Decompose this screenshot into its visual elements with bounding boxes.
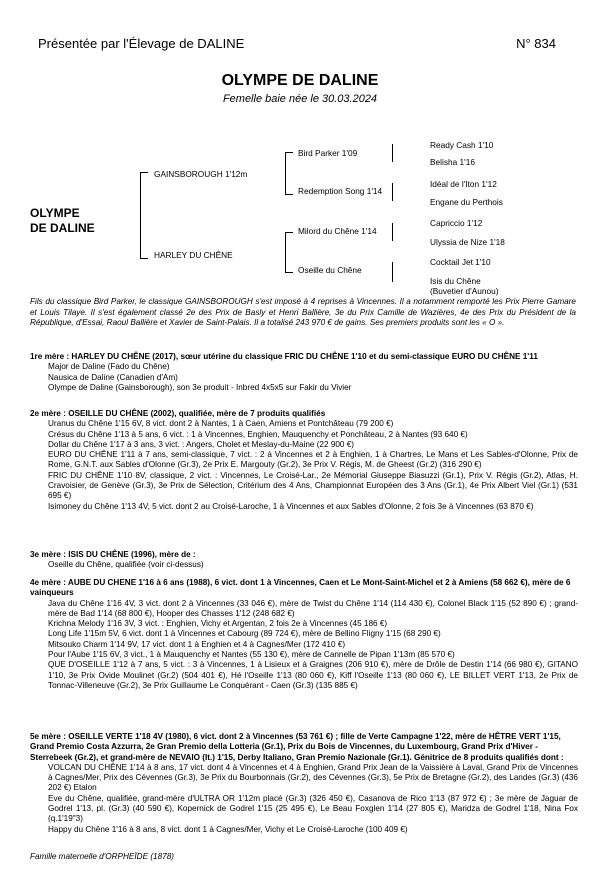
first-dam-produce-1: Major de Daline (Fado du Chêne): [48, 362, 170, 372]
horse-subtitle: Femelle baie née le 30.03.2024: [222, 93, 378, 105]
sire-description: Fils du classique Bird Parker, le classique GAINSBOROUGH s'est imposé à 4 reprises à Vincennes. Il a notamment remporté les Prix Pierre Gamare et Louis Tilaye. Il s'est également classé 2e des Prix de Basly et Henri Ballière, 3e du Prix Camille de Wazières, 4e des Prix du Président de la République, d'Essai, Raoul Ballière et Xavier de Saint-Palais. Il a totalisé 243 970 € de gains. Ses premiers produits sont les « O ».: [30, 297, 576, 327]
fourth-dam-section: [30, 578, 578, 691]
pedigree-dss: Capriccio 1'12: [430, 218, 483, 228]
fourth-dam-produce-6: QUE D'OSEILLE 1'12 à 7 ans, 5 vict. : 3 à Vincennes, 1 à Lisieux et à Graignes (206 910 €), mère de Drôle de Destin 1'14 (66 980 €), GITANO 1'10, 3e Prix Ovide Moulinet (Gr.2) (504 401 €), Hé l'Oseille 1'13 (80 060 €), Kiff l'Oseille 1'13 (80 060 €), LE BILLET VERT 1'13, 2e Prix de Tonnac-Villeneuve (Gr.2), 3e Prix Guillaume Le Conquérant - Caen (Gr.3) (135 885 €): [48, 660, 578, 690]
pedigree-sds: Idéal de l'Iton 1'12: [430, 179, 497, 189]
pedigree-sdd: Engane du Perthois: [430, 197, 503, 207]
bracket-sire-bottom: [285, 194, 293, 195]
fourth-dam-produce-5: Pour l'Aube 1'15 6V, 3 vict., 1 à Mauquenchy et Nantes (55 130 €), mère de Cannelle de Pipan 1'13m (85 570 €): [48, 650, 455, 660]
pedigree-dd: Oseille du Chêne: [298, 265, 362, 275]
fourth-dam-produce-1: Java du Chêne 1'16 4V, 3 vict. dont 2 à Vincennes (33 046 €), mère de Twist du Chêne 1'14 (114 430 €), Colonel Black 1'15 (52 890 €) ; grand-mère de Bad 1'14 (68 800 €), Hooper des Chasses 1'12 (248 682 €): [48, 598, 578, 618]
fifth-dam-produce-2: Eve du Chêne, qualifiée, grand-mère d'ULTRA OR 1'12m placé (Gr.3) (326 450 €), Casanova de Rico 1'13 (87 972 €) ; 3e mère de Jaguar de Godrel 1'13, pl. (Gr.3) (40 590 €), Kopernick de Godrel 1'15 (25 495 €), Le Beau Foxglen 1'14 (27 805 €), Maridza de Godrel 1'18, Nina Fox (q.1'19"3): [48, 793, 578, 824]
bracket-sire-top: [285, 152, 293, 153]
horse-name-line2: DE DALINE: [30, 221, 95, 235]
pedigree-ddd1: Isis du Chêne: [430, 276, 481, 286]
second-dam-produce-1: Uranus du Chêne 1'15 6V, 8 vict. dont 2 à Nantes, 1 à Caen, Amiens et Pontchâteau (79 200 €): [48, 419, 394, 429]
bracket-dam: [285, 232, 286, 272]
pedigree-dsd: Ulyssia de Nize 1'18: [430, 237, 505, 247]
pedigree-ss: Bird Parker 1'09: [298, 148, 358, 158]
fourth-dam-produce-3: Long Life 1'15m 5V, 6 vict. dont 1 à Vincennes et Cabourg (89 724 €), mère de Bellino Fligny 1'15 (68 290 €): [48, 629, 441, 639]
second-dam-heading: 2e mère : OSEILLE DU CHÊNE (2002), qualifiée, mère de 7 produits qualifiés: [30, 409, 326, 418]
second-dam-produce-6: Isimoney du Chêne 1'13 4V, 5 vict. dont 2 au Croisé-Laroche, 1 à Vincennes et aux Sables d'Olonne, 2 fois 3e à Vincennes (63 870 €): [48, 501, 534, 511]
fifth-dam-heading: 5e mère : OSEILLE VERTE 1'18 4V (1980), 6 vict. dont 2 à Vincennes (53 761 €) ; fille de Verte Campagne 1'22, mère de HÊTRE VERT 1'15, Grand Premio Costa Azzurra, 2e Gran Premio della Lotteria (Gr.1), Prix du Bois de Vincennes, du Luxembourg, Grand Prix d'Hiver - Sterrebeek (Gr.2), et grand-mère de NEVAIO (It.) 1'15, Derby Italiano, Gran Premio Nazionale (Gr.1). Génitrice de 8 produits qualifiés dont :: [30, 732, 564, 762]
bracket-dam-bottom: [285, 272, 293, 273]
bracket-ss: [392, 144, 393, 162]
pedigree-dds: Cocktail Jet 1'10: [430, 257, 491, 267]
fifth-dam-produce-3: Happy du Chêne 1'16 à 8 ans, 8 vict. dont 1 à Cagnes/Mer, Vichy et Le Croisé-Laroche (100 409 €): [48, 824, 408, 834]
second-dam-produce-3: Dollar du Chêne 1'17 à 3 ans, 3 vict. : Angers, Cholet et Meslay-du-Maine (22 900 €): [48, 439, 355, 449]
pedigree-sss: Ready Cash 1'10: [430, 140, 494, 150]
bracket-dd: [392, 262, 393, 282]
fourth-dam-heading: 4e mère : AUBE DU CHENE 1'16 à 6 ans (1988), 6 vict. dont 1 à Vincennes, Caen et Le Mont-Saint-Michel et 2 à Amiens (58 662 €), mère de 6 vainqueurs: [30, 578, 571, 598]
fifth-dam-section: [30, 732, 578, 835]
bracket-sire: [285, 152, 286, 194]
pedigree-chart: [0, 0, 600, 300]
catalog-number: N° 834: [516, 36, 556, 51]
maternal-family: Famille maternelle d'ORPHEÏDE (1878): [30, 852, 174, 861]
second-dam-produce-2: Crésus du Chêne 1'13 à 5 ans, 6 vict. : 1 à Vincennes, Enghien, Mauquenchy et Ponchâteau, 2 à Nantes (93 640 €): [48, 429, 468, 439]
presenter-label: Présentée par l'Élevage de DALINE: [38, 36, 245, 51]
second-dam-produce-4: EURO DU CHÊNE 1'11 à 7 ans, semi-classique, 7 vict. : 2 à Vincennes et 2 à Enghien, 1 à Chartres, Le Mans et Les Sables-d'Olonne, Prix de Rome, G.N.T. aux Sables d'Olonne (Gr.3), 2e Prix E. Margouty (Gr.2), 3e Prix V. Régis, M. de Gheest (Gr.2) (316 290 €): [48, 450, 578, 470]
first-dam-produce-2: Nausica de Daline (Canadien d'Am): [48, 372, 178, 382]
horse-title: OLYMPE DE DALINE: [221, 72, 379, 89]
third-dam-section: [30, 550, 578, 571]
fourth-dam-produce-4: Mitsouko Charm 1'14 9V, 17 vict. dont 1 à Enghien et 4 à Cagnes/Mer (172 410 €): [48, 639, 346, 649]
bracket-main-top: [140, 172, 148, 173]
bracket-main: [140, 172, 141, 258]
pedigree-sd: Redemption Song 1'14: [298, 186, 383, 196]
bracket-main-bottom: [140, 258, 148, 259]
pedigree-sire: GAINSBOROUGH 1'12m: [154, 169, 248, 179]
bracket-sd: [392, 183, 393, 201]
bracket-dam-top: [285, 232, 293, 233]
first-dam-heading: 1re mère : HARLEY DU CHÊNE (2017), sœur utérine du classique FRIC DU CHÊNE 1'10 et du semi-classique EURO DU CHÊNE 1'11: [30, 352, 538, 361]
fourth-dam-produce-2: Krichna Melody 1'16 3V, 3 vict. : Enghien, Vichy et Argentan, 2 fois 2e à Vincennes (45 186 €): [48, 619, 388, 629]
pedigree-horse-name: [30, 206, 95, 236]
pedigree-ddd2: (Buvetier d'Aunou): [430, 286, 499, 296]
second-dam-produce-5: FRIC DU CHÊNE 1'10 8V, classique, 2 vict. : Vincennes, Le Croisé-Lar., 2e Mémorial Giuseppe Biasuzzi (Gr.1), Prix V. Régis (Gr.2), Atlas, H. Cravoisier, de Genève (Gr.3), 3e Prix de Sélection, Critérium des 4 Ans, Championnat Européen des 3 Ans (Gr.1), 4e Prix Albert Viel (Gr.1) (531 695 €): [48, 470, 578, 501]
third-dam-produce-1: Oseille du Chêne, qualifiée (voir ci-dessus): [48, 560, 204, 570]
bracket-ds: [392, 223, 393, 241]
fifth-dam-produce-1: VOLCAN DU CHÊNE 1'14 à 8 ans, 17 vict. dont 4 à Vincennes et 4 à Enghien, Grand Prix Jean de la Vaissière à Laval, Grand Prix de Vincennes à Cagnes/Mer, Prix des Cévennes (Gr.3), 3e Prix du Bourbonnais (Gr.2), des Cévennes (Gr.3), 5e Prix de Bretagne (Gr.2), des Landes (Gr.3) (436 202 €) Etalon: [48, 762, 578, 793]
second-dam-section: [30, 409, 578, 512]
horse-name-line1: OLYMPE: [30, 206, 80, 220]
third-dam-heading: 3e mère : ISIS DU CHÊNE (1996), mère de :: [30, 550, 196, 559]
pedigree-ds: Milord du Chêne 1'14: [298, 226, 377, 236]
first-dam-section: [30, 352, 578, 393]
pedigree-ssd: Belisha 1'16: [430, 157, 475, 167]
pedigree-dam: HARLEY DU CHÊNE: [154, 250, 233, 260]
first-dam-produce-3: Olympe de Daline (Gainsborough), son 3e produit - Inbred 4x5x5 sur Fakir du Vivier: [48, 382, 352, 392]
